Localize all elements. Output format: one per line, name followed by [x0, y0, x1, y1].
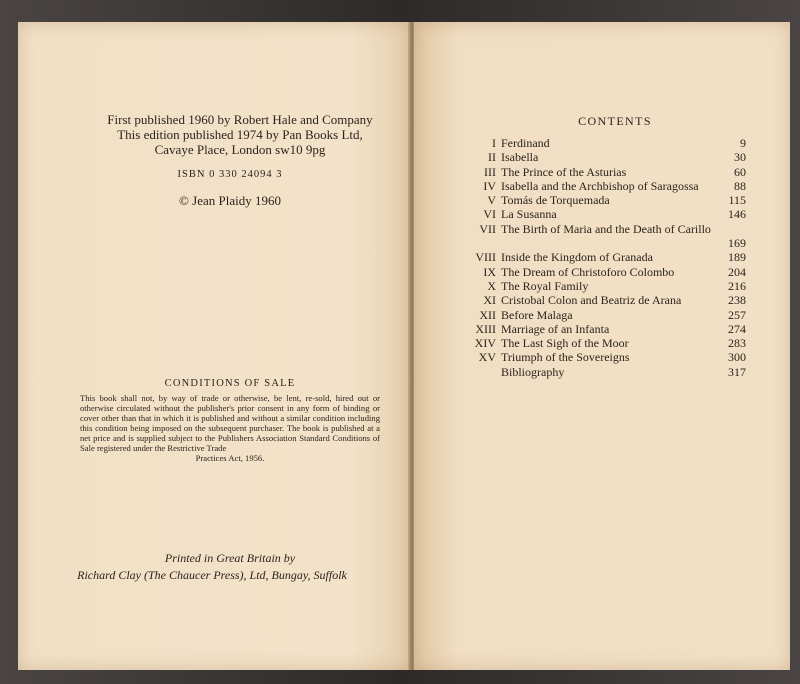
chapter-number: X — [487, 278, 496, 293]
chapter-number: XIV — [474, 336, 496, 351]
chapter-page: 317 — [728, 364, 746, 379]
chapter-page: 283 — [728, 336, 746, 351]
chapter-page: 60 — [734, 164, 746, 179]
chapter-page: 274 — [728, 321, 746, 336]
chapter-number: XII — [479, 307, 496, 322]
toc-row — [456, 293, 746, 307]
chapter-title: Marriage of an Infanta — [501, 321, 610, 336]
chapter-page: 189 — [728, 250, 746, 265]
toc-row — [456, 365, 746, 379]
chapter-number: IX — [483, 264, 496, 279]
chapter-page: 115 — [728, 193, 746, 208]
conditions-body — [80, 393, 380, 463]
chapter-number: VIII — [475, 250, 496, 265]
chapter-number: VII — [479, 221, 496, 236]
toc-row — [456, 308, 746, 322]
table-of-contents — [456, 136, 746, 379]
chapter-title: The Birth of Maria and the Death of Carillo — [501, 221, 711, 236]
chapter-number: XIII — [475, 321, 496, 336]
chapter-title: Cristobal Colon and Beatriz de Arana — [501, 293, 682, 308]
chapter-page: 257 — [728, 307, 746, 322]
chapter-number: XV — [478, 350, 496, 365]
toc-row — [456, 265, 746, 279]
contents-title: CONTENTS — [578, 114, 652, 128]
chapter-title: The Dream of Christoforo Colombo — [501, 264, 675, 279]
chapter-page: 88 — [734, 178, 746, 193]
chapter-title: Isabella — [501, 150, 539, 165]
toc-row — [456, 222, 746, 251]
chapter-number: I — [492, 136, 496, 150]
chapter-number: XI — [483, 293, 496, 308]
chapter-number: VI — [483, 207, 496, 222]
chapter-title: Inside the Kingdom of Granada — [501, 250, 653, 265]
chapter-title: Triumph of the Sovereigns — [501, 350, 630, 365]
printer-credit — [30, 550, 430, 584]
chapter-page: 169 — [728, 236, 746, 251]
chapter-page: 204 — [728, 264, 746, 279]
chapter-title: The Last Sigh of the Moor — [501, 336, 629, 351]
toc-row — [456, 193, 746, 207]
conditions-title: CONDITIONS OF SALE — [164, 378, 296, 389]
chapter-number: II — [488, 150, 496, 165]
printer-line-1: Printed in Great Britain by — [164, 551, 296, 565]
isbn: ISBN 0 330 24094 3 — [177, 169, 283, 180]
toc-row — [456, 179, 746, 193]
imprint-line-3: Cavaye Place, London sw10 9pg — [154, 142, 326, 157]
chapter-number — [456, 365, 501, 379]
toc-row — [456, 165, 746, 179]
printer-line-2: Richard Clay (The Chaucer Press), Ltd, Bungay, Suffolk — [77, 568, 347, 582]
conditions-last-line: Practices Act, 1956. — [195, 453, 265, 463]
toc-row — [456, 250, 746, 264]
conditions-text: This book shall not, by way of trade or otherwise, be lent, re-sold, hired out or otherwise circulated without the publisher's prior consent in any form of binding or cover other than that in which it is published and without a similar condition including this condition being imposed on the subsequent purchaser. The book is published at a net price and is supplied subject to the Publishers Association Standard Conditions of Sale registered under the Restrictive Trade — [80, 393, 380, 453]
chapter-title: Before Malaga — [501, 307, 573, 322]
chapter-title: The Royal Family — [501, 278, 589, 293]
chapter-page: 146 — [728, 207, 746, 222]
chapter-title: The Prince of the Asturias — [501, 164, 627, 179]
toc-row — [456, 150, 746, 164]
chapter-title: Bibliography — [501, 364, 565, 379]
chapter-page: 30 — [734, 150, 746, 165]
imprint-line-2: This edition published 1974 by Pan Books Ltd, — [117, 127, 363, 142]
chapter-number: IV — [483, 178, 496, 193]
chapter-number: V — [487, 193, 496, 208]
chapter-title: Ferdinand — [501, 136, 550, 150]
chapter-page: 9 — [740, 136, 746, 150]
chapter-title: Isabella and the Archbishop of Saragossa — [501, 178, 699, 193]
toc-row — [456, 322, 746, 336]
chapter-page: 216 — [728, 278, 746, 293]
chapter-page: 300 — [728, 350, 746, 365]
chapter-title: Tomás de Torquemada — [501, 193, 610, 208]
copyright-notice: © Jean Plaidy 1960 — [179, 193, 281, 208]
publication-imprint — [90, 112, 390, 157]
toc-row — [456, 336, 746, 350]
chapter-number: III — [484, 164, 496, 179]
chapter-title: La Susanna — [501, 207, 557, 222]
toc-row — [456, 279, 746, 293]
imprint-line-1: First published 1960 by Robert Hale and Company — [107, 112, 373, 127]
toc-row — [456, 136, 746, 150]
toc-row — [456, 207, 746, 221]
chapter-page: 238 — [728, 293, 746, 308]
toc-row — [456, 350, 746, 364]
